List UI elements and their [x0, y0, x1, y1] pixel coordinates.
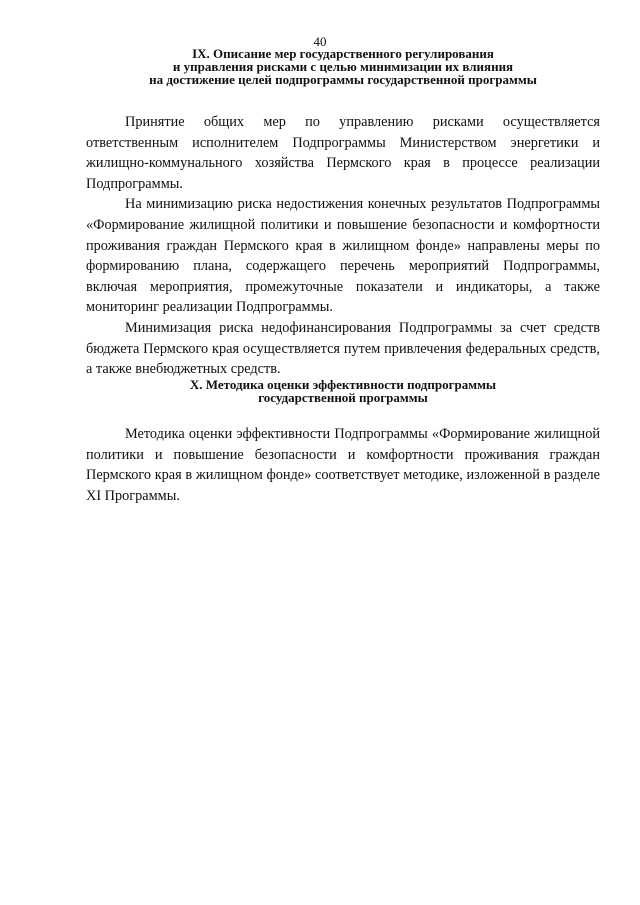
section-10-heading-line: X. Методика оценки эффективности подпрограммы: [189, 377, 497, 392]
section-9-body: [86, 112, 600, 380]
section-10-body: [86, 424, 600, 506]
section-9-paragraph: Принятие общих мер по управлению рисками осуществляется ответственным исполнителем Подпрограммы Министерством энергетики и жилищно-коммунального хозяйства Пермского края в процессе реализации Подпрограммы.: [86, 114, 600, 192]
page-number: 40: [313, 34, 327, 49]
section-9-paragraph: На минимизацию риска недостижения конечных результатов Подпрограммы «Формирование жилищной политики и повышение безопасности и комфортности проживания граждан Пермского края в жилищном фонде» направлены меры по формированию плана, содержащего перечень мероприятий Подпрограммы, включая мероприятия, промежуточные показатели и индикаторы, а также мониторинг реализации Подпрограммы.: [86, 196, 600, 316]
section-10-paragraph: Методика оценки эффективности Подпрограммы «Формирование жилищной политики и повышение безопасности и комфортности проживания граждан Пермского края в жилищном фонде» соответствует методике, изложенной в разделе XI Программы.: [86, 426, 600, 504]
section-10-heading: [86, 378, 600, 404]
section-9-heading-line: и управления рисками с целью минимизации их влияния: [172, 59, 514, 74]
section-10-heading-line: государственной программы: [258, 390, 428, 405]
section-9-paragraph: Минимизация риска недофинансирования Подпрограммы за счет средств бюджета Пермского края осуществляется путем привлечения федеральных средств, а также внебюджетных средств.: [86, 319, 600, 378]
section-9-heading: [86, 47, 600, 86]
section-9-heading-line: IX. Описание мер государственного регулирования: [192, 46, 494, 61]
section-9-heading-line: на достижение целей подпрограммы государственной программы: [149, 72, 537, 87]
